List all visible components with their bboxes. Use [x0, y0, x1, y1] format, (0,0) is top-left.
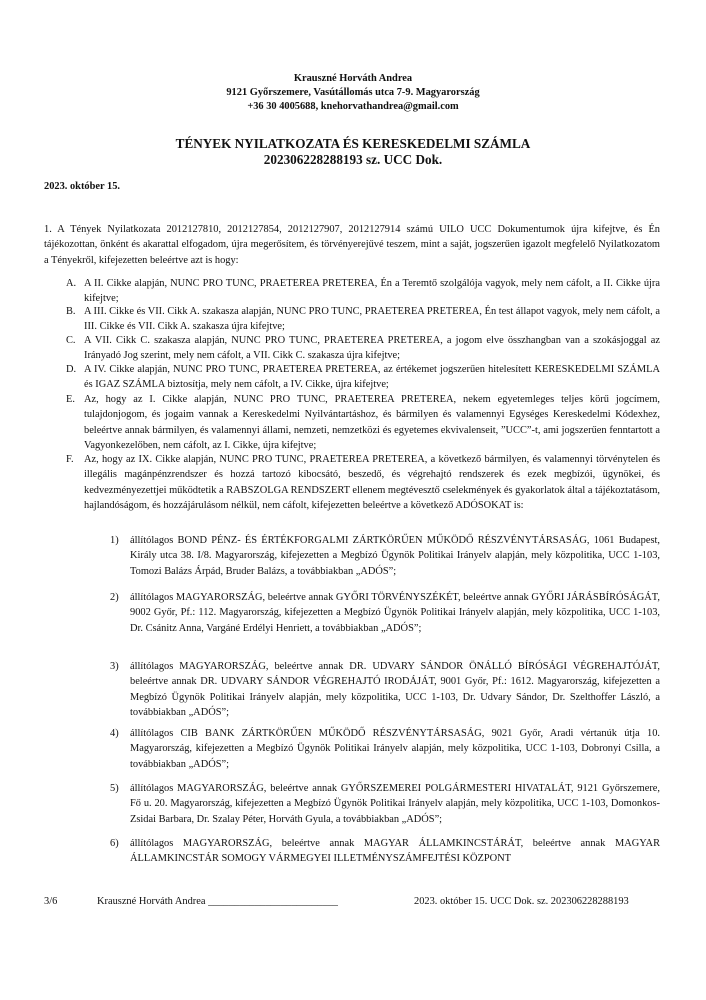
- point-e-letter: E.: [66, 394, 75, 405]
- debtor-5-text: állítólagos MAGYARORSZÁG, beleértve annak GYŐRSZEMEREI POLGÁRMESTERI HIVATALÁT, 9121 Győrszemere, Fő u. 20. Magyarország, kifejezetten a Megbízó Ügynök Politikai Irányelv alapján, mely közpolitika, UCC 1-103, Domonkos-Zsidai Barbara, Dr. Szalay Péter, Horváth Gyula, a továbbiakban „ADÓS”;: [130, 783, 660, 825]
- debtor-3-text: állítólagos MAGYARORSZÁG, beleértve annak DR. UDVARY SÁNDOR ÖNÁLLÓ BÍRÓSÁGI VÉGREHAJTÓJÁT, beleértve annak DR. UDVARY SÁNDOR VÉGREHAJTÓ IRODÁJÁT, 9001 Győr, Pf.: 1612. Magyarország, kifejezetten a Megbízó Ügynök Politikai Irányelv alapján, mely közpolitika, UCC 1-103, Dr. Udvary Sándor, Dr. Szelthoffer László, a továbbiakban „ADÓS”;: [130, 661, 660, 719]
- footer-reference: 2023. október 15. UCC Dok. sz. 202306228288193: [414, 896, 629, 907]
- document-title: TÉNYEK NYILATKOZATA ÉS KERESKEDELMI SZÁMLA: [175, 136, 531, 151]
- point-c-text: A VII. Cikk C. szakasza alapján, NUNC PRO TUNC, PRAETEREA PRETEREA, a jogom elve összhangban van a szokásjoggal az Irányadó Jog szerint, mely nem cáfolt, a VII. Cikk C. szakasza újra kifejtve;: [84, 335, 660, 362]
- debtor-1-text: állítólagos BOND PÉNZ- ÉS ÉRTÉKFORGALMI ZÁRTKÖRŰEN MŰKÖDŐ RÉSZVÉNYTÁRSASÁG, 1061 Budapest, Király utca 38. I/8. Magyarország, kifejezetten a Megbízó Ügynök Politikai Irányelv alapján, mely közpolitika, UCC 1-103, Tomozi Balázs Árpád, Bruder Balázs, a továbbiakban „ADÓS”;: [130, 535, 660, 577]
- point-b-text: A III. Cikke és VII. Cikk A. szakasza alapján, NUNC PRO TUNC, PRAETEREA PRETEREA, Én test állapot vagyok, mely nem cáfolt, a III. Cikke és VII. Cikk A. szakasza újra kifejtve;: [84, 306, 660, 333]
- document-date: 2023. október 15.: [44, 181, 121, 192]
- page-number: 3/6: [44, 896, 58, 907]
- point-a-letter: A.: [66, 278, 77, 289]
- footer-signature-line: Krauszné Horváth Andrea _________________________: [97, 896, 338, 907]
- point-a-text: A II. Cikke alapján, NUNC PRO TUNC, PRAETEREA PRETEREA, Én a Teremtő szolgálója vagyok, mely nem cáfolt, a II. Cikke újra kifejtve;: [84, 278, 660, 305]
- debtor-4-number: 4): [110, 728, 119, 739]
- debtor-3-number: 3): [110, 661, 119, 672]
- point-c-letter: C.: [66, 335, 76, 346]
- sender-name: Krauszné Horváth Andrea: [293, 73, 413, 84]
- debtor-2-number: 2): [110, 592, 119, 603]
- point-b-letter: B.: [66, 306, 76, 317]
- intro-paragraph: 1. A Tények Nyilatkozata 2012127810, 2012127854, 2012127907, 2012127914 számú UILO UCC Dokumentumok újra kifejtve, és Én tájékozottan, önként és akarattal elfogadom, újra megerősítem, és törvényerejűvé teszem, mint a saját, jogszerűen igazolt megfelelő Nyilatkozatom a Tényekről, kifejezetten beleértve azt is hogy:: [44, 224, 660, 266]
- point-e-text: Az, hogy az I. Cikke alapján, NUNC PRO TUNC, PRAETEREA PRETEREA, nekem egyetemleges teljes körű jogcímem, tulajdonjogom, és jogaim vannak a Kereskedelmi Nyilvántartáshoz, és bármilyen és valamennyi Egységes Kereskedelmi Kódexhez, beleértve annak bármilyen, és valamennyi állami, nemzeti, nemzetközi és egyetemes ekvivalenseit, ”UCC”-t, ami jogszerűen fenntartott a Vagyonkezelőben, nem cáfolt, az I. Cikke, újra kifejtve;: [84, 394, 660, 452]
- point-f-text: Az, hogy az IX. Cikke alapján, NUNC PRO TUNC, PRAETEREA PRETEREA, a következő bármilyen, és valamennyi törvénytelen és illegális magánpénzrendszer és hozzá tartozó kibocsátó, beszedő, és végrehajtó rendszerek és ezek megbízói, ügynökei, és kedvezményezettjei működtetik a RABSZOLGA RENDSZERT ellenem megtévesztő cselekmények és gyakorlatok által a tájékoztatásom, hajlandóságom, és hozzájárulásom nélkül, nem cáfolt, kifejezetten beleértve a következő ADÓSOKAT is:: [84, 454, 660, 512]
- sender-contact: +36 30 4005688, knehorvathandrea@gmail.com: [247, 101, 459, 112]
- document-number: 202306228288193 sz. UCC Dok.: [263, 152, 443, 167]
- debtor-1-number: 1): [110, 535, 119, 546]
- debtor-6-text: állítólagos MAGYARORSZÁG, beleértve annak MAGYAR ÁLLAMKINCSTÁRÁT, beleértve annak MAGYAR ÁLLAMKINCSTÁR SOMOGY VÁRMEGYEI ILLETMÉNYSZÁMFEJTÉSI KÖZPONT: [130, 838, 660, 865]
- debtor-5-number: 5): [110, 783, 119, 794]
- point-d-text: A IV. Cikke alapján, NUNC PRO TUNC, PRAETEREA PRETEREA, az értékemet jogszerűen hitelesített KERESKEDELMI SZÁMLA és IGAZ SZÁMLA biztosítja, mely nem cáfolt, a IV. Cikke, újra kifejtve;: [84, 364, 660, 391]
- point-d-letter: D.: [66, 364, 77, 375]
- debtor-6-number: 6): [110, 838, 119, 849]
- debtor-2-text: állítólagos MAGYARORSZÁG, beleértve annak GYŐRI TÖRVÉNYSZÉKÉT, beleértve annak GYŐRI JÁRÁSBÍRÓSÁGÁT, 9002 Győr, Pf.: 112. Magyarország, kifejezetten a Megbízó Ügynök Politikai Irányelv alapján, mely közpolitika, UCC 1-103, Dr. Csánitz Anna, Vargáné Erdélyi Henriett, a továbbiakban „ADÓS”;: [130, 592, 660, 634]
- debtor-4-text: állítólagos CIB BANK ZÁRTKÖRŰEN MŰKÖDŐ RÉSZVÉNYTÁRSASÁG, 9021 Győr, Aradi vértanúk útja 10. Magyarország, kifejezetten a Megbízó Ügynök Politikai Irányelv alapján, mely közpolitika, UCC 1-103, Dobronyi Csilla, a továbbiakban „ADÓS”;: [130, 728, 660, 770]
- point-f-letter: F.: [66, 454, 74, 465]
- sender-address: 9121 Győrszemere, Vasútállomás utca 7-9. Magyarország: [226, 87, 480, 98]
